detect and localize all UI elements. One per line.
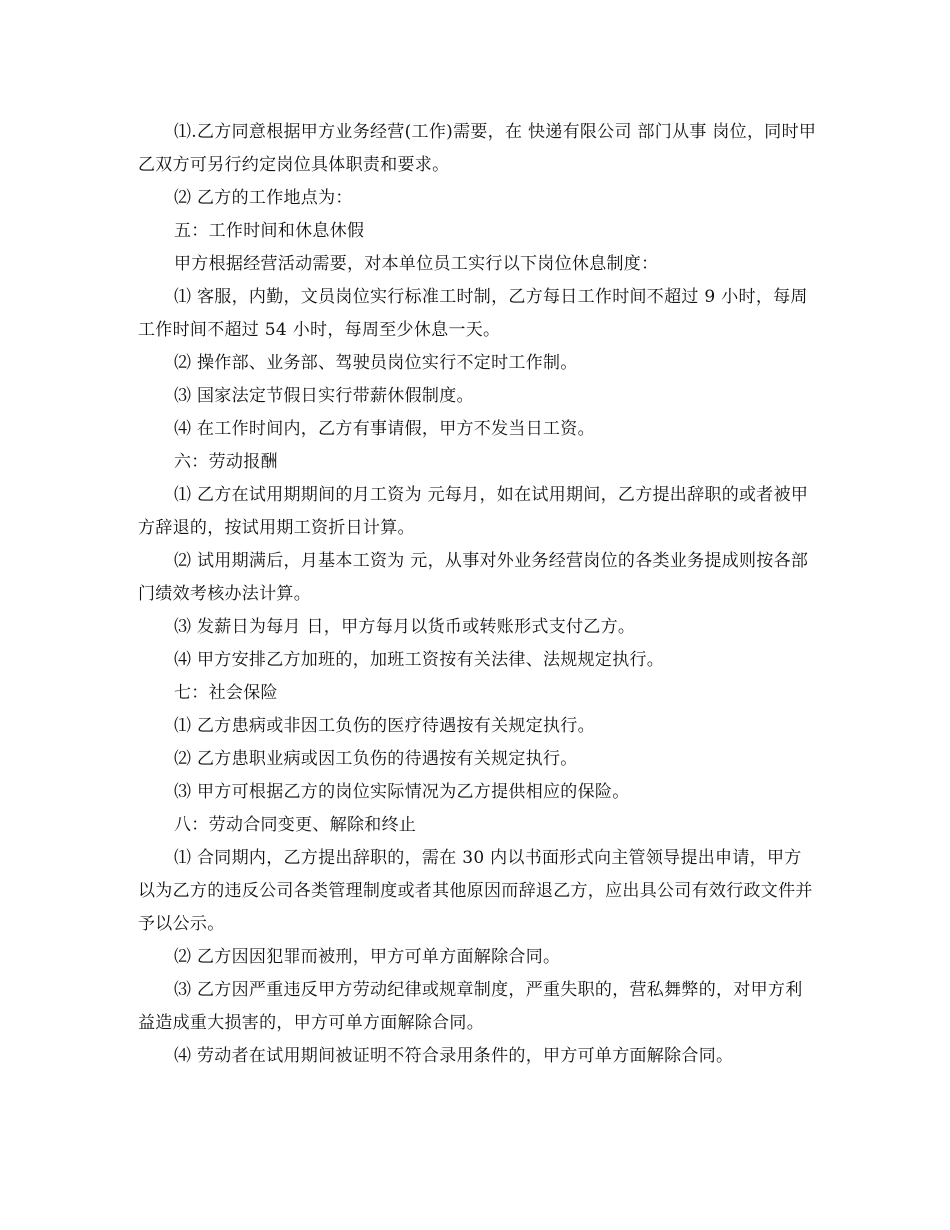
clause-paid-holidays: ⑶ 国家法定节假日实行带薪休假制度。 — [174, 386, 474, 406]
clause-serious-violation: ⑶ 乙方因严重违反甲方劳动纪律或规章制度，严重失职的，营私舞弊的，对甲方利益造成重大损害的，甲方可单方面解除合同。 — [138, 980, 803, 1033]
clause-overtime: ⑷ 甲方安排乙方加班的，加班工资按有关法律、法规规定执行。 — [174, 650, 665, 670]
clause-personal-leave: ⑷ 在工作时间内，乙方有事请假，甲方不发当日工资。 — [174, 419, 595, 439]
section-heading-social-insurance: 七：社会保险 — [174, 683, 278, 703]
clause-work-location: ⑵ 乙方的工作地点为： — [174, 188, 353, 208]
clause-payday: ⑶ 发薪日为每月 日，甲方每月以货币或转账形式支付乙方。 — [174, 617, 636, 637]
section-heading-remuneration: 六：劳动报酬 — [174, 452, 278, 472]
clause-flexible-hours: ⑵ 操作部、业务部、驾驶员岗位实行不定时工作制。 — [174, 353, 578, 373]
clause-criminal-offence: ⑵ 乙方因因犯罪而被刑，甲方可单方面解除合同。 — [174, 947, 561, 967]
clause-illness-treatment: ⑴ 乙方患病或非因工负伤的医疗待遇按有关规定执行。 — [174, 716, 595, 736]
clause-probation-salary: ⑴ 乙方在试用期期间的月工资为 元每月，如在试用期间，乙方提出辞职的或者被甲方辞退的，按试用期工资折日计算。 — [138, 485, 809, 538]
clause-standard-hours: ⑴ 客服，内勤，文员岗位实行标准工时制，乙方每日工作时间不超过 9 小时，每周工作时间不超过 54 小时，每周至少休息一天。 — [138, 287, 808, 340]
clause-occupational-injury: ⑵ 乙方患职业病或因工负伤的待遇按有关规定执行。 — [174, 749, 578, 769]
clause-resignation: ⑴ 合同期内，乙方提出辞职的，需在 30 内以书面形式向主管领导提出申请，甲方以为乙方的违反公司各类管理制度或者其他原因而辞退乙方，应出具公司有效行政文件并予以公示。 — [138, 848, 813, 934]
clause-insurance: ⑶ 甲方可根据乙方的岗位实际情况为乙方提供相应的保险。 — [174, 782, 630, 802]
section-heading-work-hours: 五：工作时间和休息休假 — [174, 221, 365, 241]
clause-post-assignment: ⑴.乙方同意根据甲方业务经营(工作)需要，在 快递有限公司 部门从事 岗位，同时甲乙双方可另行约定岗位具体职责和要求。 — [138, 122, 817, 175]
clause-base-salary: ⑵ 试用期满后，月基本工资为 元，从事对外业务经营岗位的各类业务提成则按各部门绩效考核办法计算。 — [138, 551, 809, 604]
clause-probation-failure: ⑷ 劳动者在试用期间被证明不符合录用条件的，甲方可单方面解除合同。 — [174, 1046, 734, 1066]
section-intro-work-hours: 甲方根据经营活动需要，对本单位员工实行以下岗位休息制度： — [174, 254, 659, 274]
document-body — [138, 116, 818, 1073]
section-heading-contract-changes: 八：劳动合同变更、解除和终止 — [174, 815, 417, 835]
